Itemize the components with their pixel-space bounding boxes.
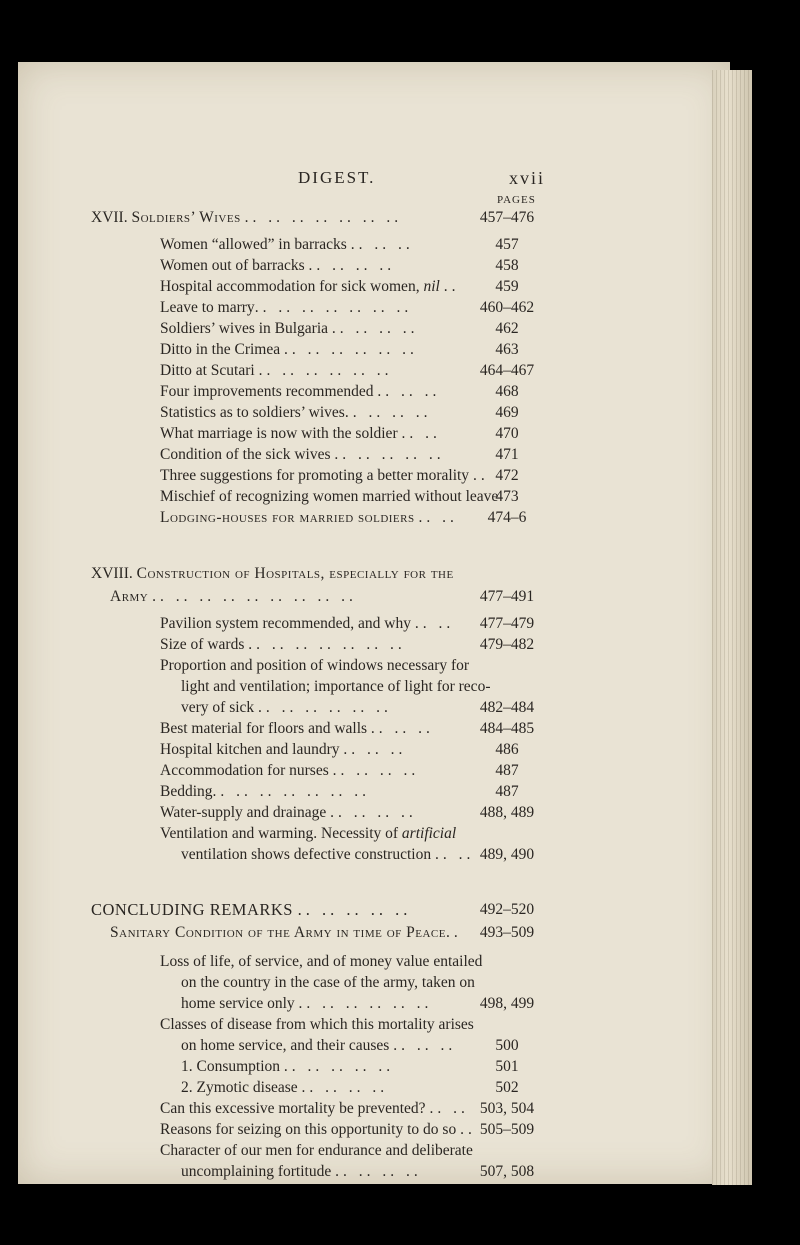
entry-pages: 463 [495,341,519,358]
pages-label: PAGES [497,194,536,206]
entry-pages: 459 [495,278,519,295]
entry-pages: 471 [495,446,519,463]
entry-text-cont: light and ventilation; importance of light for reco- [181,678,491,695]
entry-pages: 477–479 [479,615,535,632]
entry-text: Hospital kitchen and laundry .. .. .. [160,741,407,758]
entry-pages: 474–6 [487,509,527,526]
entry-pages: 460–462 [479,299,535,316]
entry-text: Loss of life, of service, and of money value entailed [160,953,483,970]
entry-text: Pavilion system recommended, and why .. .. [160,615,455,632]
entry-pages: 482–484 [479,699,535,716]
entry-text: Proportion and position of windows necessary for [160,657,470,674]
entry-pages: 472 [495,467,519,484]
section-pages: 493–509 [479,924,535,941]
entry-pages: 502 [495,1079,519,1096]
entry-pages: 505–509 [479,1121,535,1138]
entry-pages: 501 [495,1058,519,1075]
section-pages: 477–491 [479,588,535,605]
entry-pages: 498, 499 [479,995,535,1012]
entry-pages: 473 [495,488,519,505]
entry-pages: 479–482 [479,636,535,653]
section-pages: 492–520 [479,901,535,918]
entry-pages: 464–467 [479,362,535,379]
entry-text: Ventilation and warming. Necessity of artificial [160,825,457,842]
folio: xvii [509,168,546,188]
entry-text: Character of our men for endurance and deliberate [160,1142,473,1159]
entry-text-cont: on the country in the case of the army, taken on [181,974,475,991]
section-heading: CONCLUDING REMARKS .. .. .. .. .. [91,900,412,919]
entry-pages: 470 [495,425,519,442]
entry-text: Women “allowed” in barracks .. .. .. [160,236,414,253]
entry-pages: 500 [495,1037,519,1054]
entry-text: Ditto at Scutari .. .. .. .. .. .. [160,362,393,379]
entry-text: Water-supply and drainage .. .. .. .. [160,804,417,821]
entry-text: Can this excessive mortality be prevented? .. .. [160,1100,469,1117]
entry-pages: 487 [495,762,519,779]
entry-pages: 487 [495,783,519,800]
section-heading-cont: Army .. .. .. .. .. .. .. .. .. [110,588,357,605]
section-heading: XVII. Soldiers’ Wives .. .. .. .. .. .. .. [91,209,403,226]
entry-text: What marriage is now with the soldier .. .. [160,425,441,442]
entry-pages: 458 [495,257,519,274]
entry-pages: 507, 508 [479,1163,535,1180]
entry-text-cont: uncomplaining fortitude .. .. .. .. [181,1163,422,1180]
entry-text: Soldiers’ wives in Bulgaria .. .. .. .. [160,320,419,337]
entry-text: Bedding.. .. .. .. .. .. .. [160,783,371,800]
entry-text: 2. Zymotic disease .. .. .. .. [181,1079,389,1096]
entry-text: 1. Consumption .. .. .. .. .. [181,1058,395,1075]
running-head: DIGEST. [298,168,376,187]
entry-text: Mischief of recognizing women married without leave [160,488,499,505]
entry-text-cont: home service only .. .. .. .. .. .. [181,995,433,1012]
entry-text: Best material for floors and walls .. .. .. [160,720,434,737]
entry-text: Accommodation for nurses .. .. .. .. [160,762,420,779]
entry-pages: 462 [495,320,519,337]
entry-text-cont: ventilation shows defective construction .. .. [181,846,475,863]
entry-text-cont: on home service, and their causes .. .. .. [181,1037,457,1054]
entry-text: Statistics as to soldiers’ wives.. .. .. .. [160,404,432,421]
entry-pages: 468 [495,383,519,400]
entry-pages: 489, 490 [479,846,535,863]
entry-text: Leave to marry.. .. .. .. .. .. .. [160,299,413,316]
entry-text: Ditto in the Crimea .. .. .. .. .. .. [160,341,418,358]
entry-pages: 488, 489 [479,804,535,821]
entry-text: Women out of barracks .. .. .. .. [160,257,396,274]
entry-text: Size of wards .. .. .. .. .. .. .. [160,636,406,653]
entry-pages: 503, 504 [479,1100,535,1117]
entry-text: Three suggestions for promoting a better morality .. [160,467,489,484]
entry-pages: 457 [495,236,519,253]
section-pages: 457–476 [479,209,535,226]
entry-text-cont: very of sick .. .. .. .. .. .. [181,699,392,716]
entry-pages: 484–485 [479,720,535,737]
entry-pages: 469 [495,404,519,421]
entry-text: Classes of disease from which this mortality arises [160,1016,474,1033]
subsection-heading: Sanitary Condition of the Army in time of Peace.. [110,924,462,941]
page-edges [712,70,752,1185]
section-heading: XVIII. Construction of Hospitals, especially for the [91,565,454,582]
entry-text: Lodging-houses for married soldiers .. .. [160,509,458,526]
entry-pages: 486 [495,741,519,758]
entry-text: Hospital accommodation for sick women, nil .. [160,278,460,295]
entry-text: Reasons for seizing on this opportunity to do so .. [160,1121,476,1138]
entry-text: Four improvements recommended .. .. .. [160,383,441,400]
entry-text: Condition of the sick wives .. .. .. .. .. [160,446,445,463]
